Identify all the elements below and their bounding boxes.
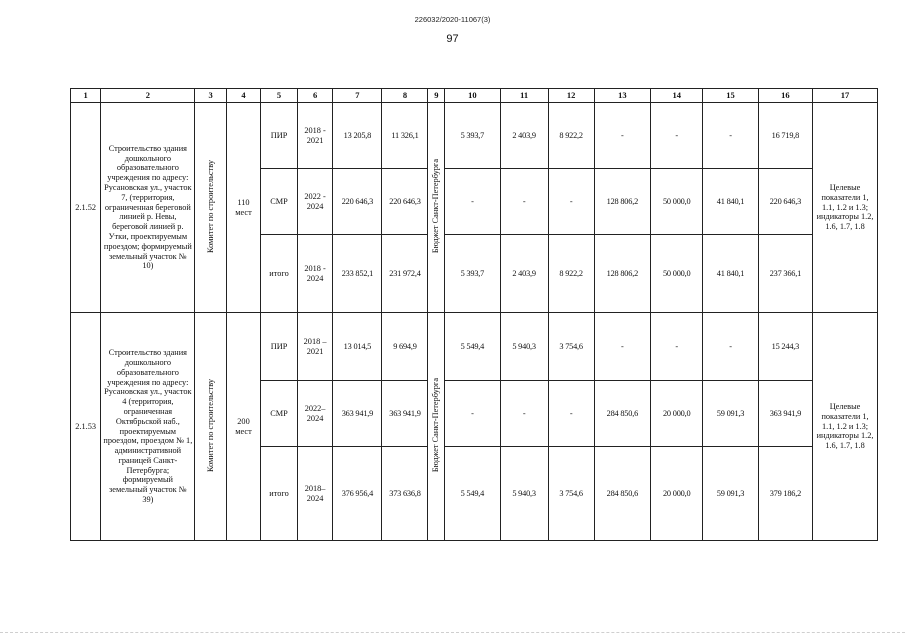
- item-name: Строительство здания дошкольного образовательного учреждения по адресу: Русановская ул., участок 4 (территория, ограниченная Октябрьской наб., проектируемым проездом, проездом № 1, административной границей Санкт-Петербурга; формируемый земельный участок № 39): [101, 313, 195, 541]
- column-number-row: [71, 89, 878, 103]
- value-cell: 373 636,8: [382, 447, 428, 541]
- period: 2018 - 2021: [297, 103, 333, 169]
- value-cell: 284 850,6: [594, 381, 650, 447]
- value-cell: 15 244,3: [758, 313, 812, 381]
- funding-text: Бюджет Санкт-Петербурга: [431, 378, 441, 473]
- funding-cell: [428, 313, 445, 541]
- value-cell: 233 852,1: [333, 235, 382, 313]
- col-header: 4: [226, 89, 260, 103]
- executor-text: Комитет по строительству: [205, 159, 215, 253]
- col-header: 3: [195, 89, 226, 103]
- value-cell: -: [703, 103, 758, 169]
- value-cell: 8 922,2: [548, 103, 594, 169]
- value-cell: 9 694,9: [382, 313, 428, 381]
- budget-table: [70, 88, 878, 541]
- value-cell: -: [548, 381, 594, 447]
- value-cell: 2 403,9: [500, 103, 548, 169]
- funding-text: Бюджет Санкт-Петербурга: [431, 159, 441, 254]
- value-cell: 5 549,4: [445, 447, 500, 541]
- value-cell: -: [651, 103, 703, 169]
- value-cell: -: [594, 313, 650, 381]
- value-cell: 59 091,3: [703, 381, 758, 447]
- value-cell: 128 806,2: [594, 169, 650, 235]
- col-header: 2: [101, 89, 195, 103]
- col-header: 6: [297, 89, 333, 103]
- value-cell: 13 014,5: [333, 313, 382, 381]
- value-cell: -: [651, 313, 703, 381]
- value-cell: 13 205,8: [333, 103, 382, 169]
- item-number: 2.1.53: [71, 313, 101, 541]
- value-cell: 363 941,9: [758, 381, 812, 447]
- value-cell: -: [548, 169, 594, 235]
- col-header: 17: [813, 89, 878, 103]
- value-cell: 237 366,1: [758, 235, 812, 313]
- work-type: СМР: [261, 169, 298, 235]
- value-cell: -: [500, 169, 548, 235]
- capacity-cell: 110 мест: [226, 103, 260, 313]
- col-header: 12: [548, 89, 594, 103]
- work-type: итого: [261, 447, 298, 541]
- value-cell: 3 754,6: [548, 313, 594, 381]
- scan-artifact: [0, 632, 905, 635]
- period: 2022 - 2024: [297, 169, 333, 235]
- value-cell: 128 806,2: [594, 235, 650, 313]
- value-cell: 41 840,1: [703, 235, 758, 313]
- col-header: 14: [651, 89, 703, 103]
- capacity-cell: 200 мест: [226, 313, 260, 541]
- target-indicators: Целевые показатели 1, 1.1, 1.2 и 1.3; индикаторы 1.2, 1.6, 1.7, 1.8: [813, 313, 878, 541]
- executor-cell: [195, 103, 226, 313]
- value-cell: 16 719,8: [758, 103, 812, 169]
- value-cell: 5 940,3: [500, 447, 548, 541]
- table-row: [71, 313, 878, 381]
- col-header: 7: [333, 89, 382, 103]
- value-cell: 231 972,4: [382, 235, 428, 313]
- value-cell: 3 754,6: [548, 447, 594, 541]
- col-header: 8: [382, 89, 428, 103]
- col-header: 9: [428, 89, 445, 103]
- value-cell: 59 091,3: [703, 447, 758, 541]
- value-cell: 379 186,2: [758, 447, 812, 541]
- executor-cell: [195, 313, 226, 541]
- value-cell: -: [445, 381, 500, 447]
- document-id: 226032/2020-11067(3): [414, 15, 491, 24]
- work-type: итого: [261, 235, 298, 313]
- value-cell: 2 403,9: [500, 235, 548, 313]
- table-row: [71, 103, 878, 169]
- item-number: 2.1.52: [71, 103, 101, 313]
- period: 2018– 2024: [297, 447, 333, 541]
- work-type: ПИР: [261, 313, 298, 381]
- period: 2022– 2024: [297, 381, 333, 447]
- work-type: ПИР: [261, 103, 298, 169]
- period: 2018 – 2021: [297, 313, 333, 381]
- value-cell: -: [594, 103, 650, 169]
- col-header: 16: [758, 89, 812, 103]
- value-cell: 220 646,3: [382, 169, 428, 235]
- value-cell: 5 393,7: [445, 235, 500, 313]
- value-cell: 363 941,9: [382, 381, 428, 447]
- item-name: Строительство здания дошкольного образовательного учреждения по адресу: Русановская ул., участок 7, (территория, ограниченная береговой линией р. Невы, береговой линией р. Утки, проектируемым проездом; формируемый земельный участок № 10): [101, 103, 195, 313]
- executor-text: Комитет по строительству: [205, 378, 215, 472]
- value-cell: 220 646,3: [333, 169, 382, 235]
- period: 2018 - 2024: [297, 235, 333, 313]
- value-cell: 220 646,3: [758, 169, 812, 235]
- value-cell: -: [703, 313, 758, 381]
- value-cell: 11 326,1: [382, 103, 428, 169]
- value-cell: 5 393,7: [445, 103, 500, 169]
- value-cell: 50 000,0: [651, 169, 703, 235]
- target-indicators: Целевые показатели 1, 1.1, 1.2 и 1.3; индикаторы 1.2, 1.6, 1.7, 1.8: [813, 103, 878, 313]
- col-header: 15: [703, 89, 758, 103]
- value-cell: 20 000,0: [651, 381, 703, 447]
- work-type: СМР: [261, 381, 298, 447]
- value-cell: 363 941,9: [333, 381, 382, 447]
- col-header: 5: [261, 89, 298, 103]
- value-cell: 20 000,0: [651, 447, 703, 541]
- col-header: 13: [594, 89, 650, 103]
- value-cell: 376 956,4: [333, 447, 382, 541]
- value-cell: 5 549,4: [445, 313, 500, 381]
- value-cell: 5 940,3: [500, 313, 548, 381]
- col-header: 10: [445, 89, 500, 103]
- value-cell: 50 000,0: [651, 235, 703, 313]
- value-cell: -: [500, 381, 548, 447]
- value-cell: -: [445, 169, 500, 235]
- value-cell: 41 840,1: [703, 169, 758, 235]
- funding-cell: [428, 103, 445, 313]
- col-header: 11: [500, 89, 548, 103]
- value-cell: 284 850,6: [594, 447, 650, 541]
- value-cell: 8 922,2: [548, 235, 594, 313]
- page-number: 97: [446, 33, 459, 45]
- col-header: 1: [71, 89, 101, 103]
